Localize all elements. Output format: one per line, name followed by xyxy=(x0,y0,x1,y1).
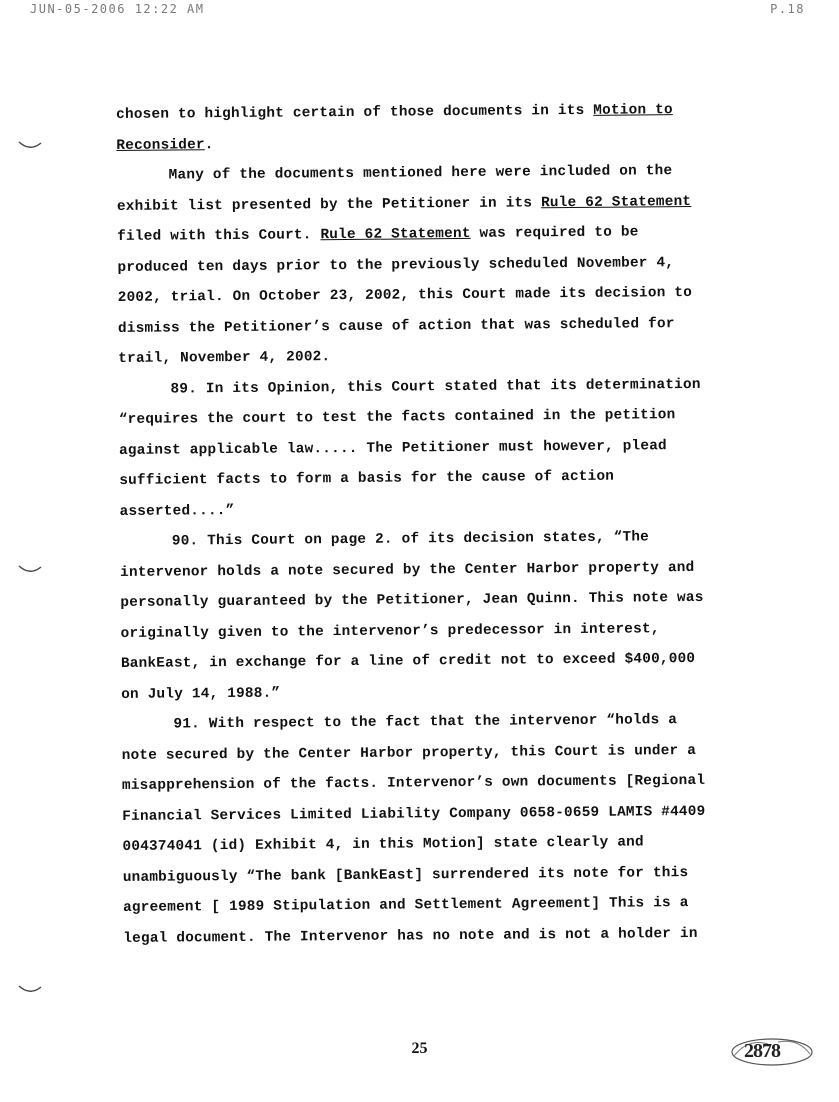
underlined-reference: Rule 62 Statement xyxy=(320,225,471,244)
body-paragraph xyxy=(121,705,713,954)
underlined-reference: Rule 62 Statement xyxy=(540,193,692,211)
fax-timestamp: JUN-05-2006 12:22 AM xyxy=(30,2,205,16)
text-segment: 90. This Court on page 2. of its decision states, “The intervenor holds a note secured by the Center Harbor property and personally guaranteed by the Petitioner, Jean Quinn. This note was originally given to the intervenor’s predecessor in interest, BankEast, in exchange for a line of credit not to exceed $400,000 on July 14, 1988.” xyxy=(120,529,704,703)
body-paragraph xyxy=(118,369,709,527)
text-segment: chosen to highlight certain of those documents in its xyxy=(116,102,594,123)
text-segment: 91. With respect to the fact that the intervenor “holds a note secured by the Center Harbor property, this Court is under a misapprehension of the facts. Intervenor’s own documents [Regional Financial Services Limited Liability Company 0658-0659 LAMIS #4409 004374041 (id) Exhibit 4, in this Motion] state clearly and unambiguously “The bank [BankEast] surrendered its note for this agreement [ 1989 Stipulation and Settlement Agreement] This is a legal document. The Intervenor has no note and is not a holder in xyxy=(121,712,706,947)
page-number: 25 xyxy=(411,1040,428,1057)
text-segment: was required to be produced ten days prior to the previously scheduled November 4, 2002, trial. On October 23, 2002, this Court made its decision to dismiss the Petitioner’s cause of action that was scheduled for trail, November 4, 2002. xyxy=(117,224,693,367)
bates-stamp xyxy=(728,1034,816,1070)
text-segment: Many of the documents mentioned here were included on the exhibit list presented by the Petitioner in its xyxy=(116,163,673,215)
text-segment: filed with this Court. xyxy=(117,227,321,245)
margin-mark-icon xyxy=(18,140,42,150)
text-segment: 89. In its Opinion, this Court stated that its determination “requires the court to test the facts contained in the petition against applicable law..... The Petitioner must however, plead sufficient facts to form a basis for the cause of action asserted....” xyxy=(118,376,701,520)
fax-page-indicator: P.18 xyxy=(770,2,805,16)
margin-mark-icon xyxy=(18,984,42,994)
underlined-reference: Motion to Reconsider xyxy=(116,102,673,154)
fax-header xyxy=(30,2,805,18)
body-paragraph xyxy=(120,522,712,710)
body-paragraph xyxy=(117,156,709,375)
body-paragraph xyxy=(116,95,707,161)
stamp-number: 2878 xyxy=(744,1040,780,1062)
margin-mark-icon xyxy=(18,564,42,574)
text-segment: . xyxy=(204,136,214,153)
document-body xyxy=(116,95,713,954)
